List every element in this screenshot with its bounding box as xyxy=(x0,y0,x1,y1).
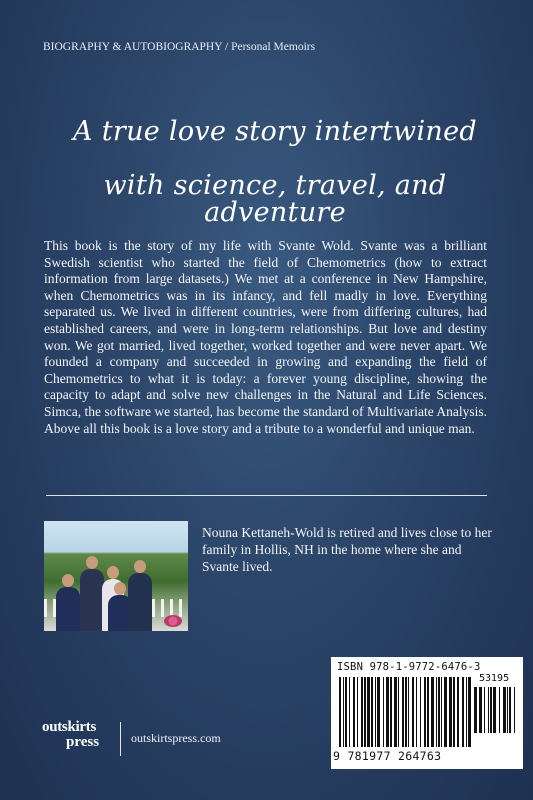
author-bio: Nouna Kettaneh-Wold is retired and lives close to her family in Hollis, NH in the home where she and Svante lived. xyxy=(202,525,492,574)
price-code: 53195 xyxy=(479,673,510,684)
publisher-logo xyxy=(42,719,112,759)
photo-person xyxy=(56,587,80,631)
logo-separator xyxy=(120,722,121,756)
barcode-bars xyxy=(339,677,471,749)
isbn-barcode xyxy=(331,657,523,769)
tagline-line-1: A true love story intertwined xyxy=(73,116,477,147)
publisher-url: outskirtspress.com xyxy=(131,731,221,745)
tagline-line-2: with science, travel, and adventure xyxy=(103,170,447,228)
photo-person-head xyxy=(62,574,74,587)
book-blurb: This book is the story of my life with Svante Wold. Svante was a brilliant Swedish scientist who started the field of Chemometrics (how to extract information from large datasets.) We met at a conference in New Hampshire, when Chemometrics was in its infancy, and fell madly in love. Everything separated us. We lived in different countries, were from differing cultures, had established careers, and were in long-term relationships. But love and destiny won. We got married, lived together, worked together and were never apart. We founded a company and succeeded in growing and expanding the field of Chemometrics to what it is today: a forever young discipline, showing the capacity to adapt and solve new challenges in the Natural and Life Sciences. Simca, the software we started, has become the standard of Multivariate Analysis. Above all this book is a love story and a tribute to a wonderful and unique man. xyxy=(44,238,487,436)
isbn-label: ISBN 978-1-9772-6476-3 xyxy=(337,661,481,673)
photo-person xyxy=(80,569,104,631)
photo-person-head xyxy=(114,582,126,595)
barcode-number: 9 781977 264763 xyxy=(333,749,442,763)
publisher-logo-top: outskirts xyxy=(42,719,96,735)
publisher-logo-bottom: press xyxy=(66,734,100,750)
category-label: BIOGRAPHY & AUTOBIOGRAPHY / Personal Memoirs xyxy=(43,41,316,53)
photo-flowers xyxy=(164,615,182,627)
author-family-photo xyxy=(44,521,188,631)
photo-person-head xyxy=(134,560,146,573)
price-barcode-bars xyxy=(474,687,516,737)
photo-person-head xyxy=(107,566,119,579)
photo-person-head xyxy=(86,556,98,569)
divider xyxy=(46,495,487,496)
photo-person xyxy=(128,573,152,631)
